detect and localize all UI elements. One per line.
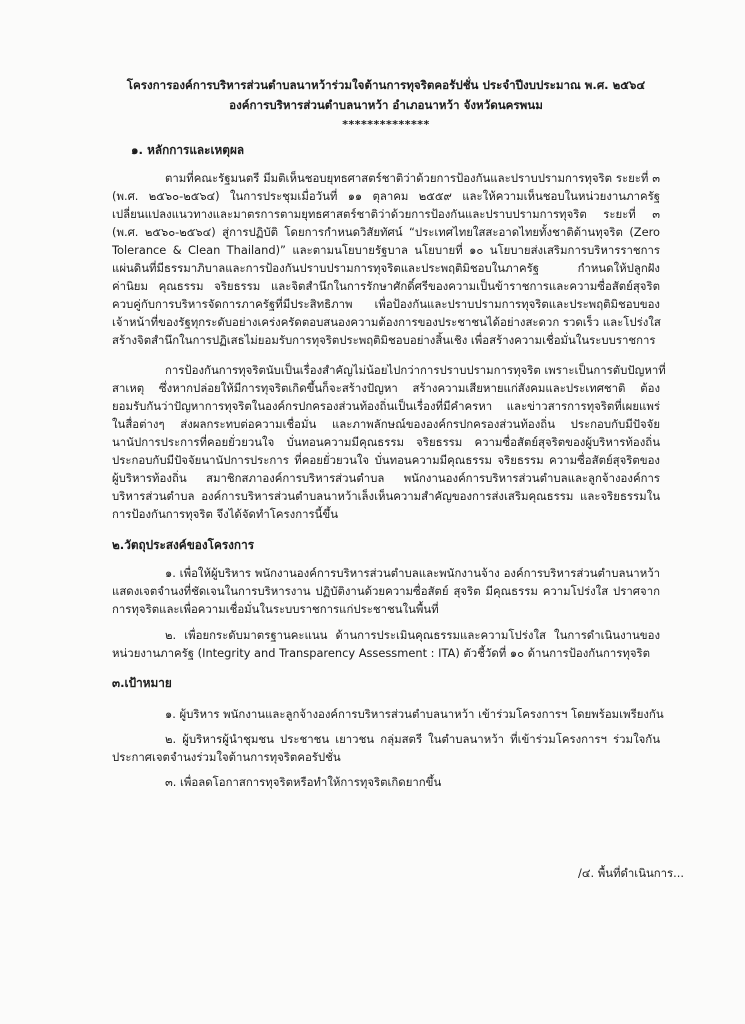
section1-paragraph2-line: ในสื่อต่างๆ ส่งผลกระทบต่อความเชื่อมั่น และภาพลักษณ์ขององค์กรปกครองส่วนท้องถิ่น ประกอบกับมีปัจจัย [112, 417, 660, 431]
section2-item1-line: แสดงเจตจำนงที่ชัดเจนในการบริหารงาน ปฏิบัติงานด้วยความซื่อสัตย์ สุจริต มีคุณธรรม ความโปร่งใส ปราศจาก [112, 584, 660, 598]
section2-item2-line: หน่วยงานภาครัฐ (Integrity and Transparency Assessment : ITA) ตัวชี้วัดที่ ๑๐ ด้านการป้องกันการทุจริต [112, 646, 651, 660]
section1-paragraph1-line: เจ้าหน้าที่ของรัฐทุกระดับอย่างเคร่งครัดตอบสนองความต้องการของประชาชนได้อย่างสะดวก รวดเร็ว และโปร่งใส [112, 315, 661, 329]
section1-paragraph2-line: ผู้บริหารท้องถิ่น สมาชิกสภาองค์การบริหารส่วนตำบล พนักงานองค์การบริหารส่วนตำบลและลูกจ้างองค์การ [112, 471, 660, 485]
section3-heading: ๓.เป้าหมาย [112, 676, 172, 690]
section2-heading: ๒.วัตถุประสงค์ของโครงการ [112, 538, 255, 552]
section1-heading: ๑. หลักการและเหตุผล [131, 143, 245, 157]
section1-paragraph2-line: การป้องกันการทุจริต จึงได้จัดทำโครงการนี้ขึ้น [112, 507, 338, 521]
section2-item1-line: การทุจริตและเพื่อความเชื่อมั่นในระบบราชการแก่ประชาชนในพื้นที่ [112, 602, 439, 616]
section1-paragraph1-line: (พ.ศ. ๒๕๖๐-๒๕๖๔) สู่การปฏิบัติ โดยการกำหนดวิสัยทัศน์ “ประเทศไทยใสสะอาดไทยทั้งชาติต้านทุจริต (Zero [112, 225, 660, 239]
section1-paragraph1-line: ค่านิยม คุณธรรม จริยธรรม และจิตสำนึกในการรักษาศักดิ์ศรีของความเป็นข้าราชการและความซื่อสัตย์สุจริต [112, 279, 660, 293]
section3-item1: ๑. ผู้บริหาร พนักงานและลูกจ้างองค์การบริหารส่วนตำบลนาหว้า เข้าร่วมโครงการฯ โดยพร้อมเพรียงกัน [165, 707, 664, 721]
document-title-line1: โครงการองค์การบริหารส่วนตำบลนาหว้าร่วมใจต้านการทุจริตคอรัปชั่น ประจำปีงบประมาณ พ.ศ. ๒๕๖๔ [126, 78, 646, 92]
section1-paragraph2-line: การป้องกันการทุจริตนับเป็นเรื่องสำคัญไม่น้อยไปกว่าการปราบปรามการทุจริต เพราะเป็นการตับปัญหาที่ [165, 363, 666, 377]
section1-paragraph2-line: นานัปการประการที่คอยยั่วยวนใจ บั่นทอนความมีคุณธรรม จริยธรรม ความซื่อสัตย์สุจริตของผู้บริหารท้องถิ่น [112, 435, 660, 449]
title-separator-stars: ************** [342, 118, 430, 131]
section1-paragraph2-line: ยอมรับกันว่าปัญหาการทุจริตในองค์กรปกครองส่วนท้องถิ่นเป็นเรื่องที่มีคำครหา และข่าวสารการทุจริตที่เผยแพร่ [112, 399, 660, 413]
section3-item2-line: ประกาศเจตจำนงร่วมใจต้านการทุจริตคอรัปชั่น [112, 750, 341, 764]
section3-item3: ๓. เพื่อลดโอกาสการทุจริตหรือทำให้การทุจริตเกิดยากขึ้น [165, 775, 442, 789]
section1-paragraph1-line: Tolerance & Clean Thailand)” และตามนโยบายรัฐบาล นโยบายที่ ๑๐ นโยบายส่งเสริมการบริหารราชการ [112, 243, 660, 257]
section1-paragraph1-line: ตามที่คณะรัฐมนตรี มีมติเห็นชอบยุทธศาสตร์ชาติว่าด้วยการป้องกันและปราบปรามการทุจริต ระยะที่ ๓ [165, 171, 660, 185]
section1-paragraph1-line: แผ่นดินที่มีธรรมาภิบาลและการป้องกันปราบปรามการทุจริตและประพฤติมิชอบในภาครัฐ กำหนดให้ปลูกฝัง [112, 261, 660, 275]
section2-item2-line: ๒. เพื่อยกระดับมาตรฐานคะแนน ด้านการประเมินคุณธรรมและความโปร่งใส ในการดำเนินงานของ [165, 628, 660, 642]
section3-item2-line: ๒. ผู้บริหารผู้นำชุมชน ประชาชน เยาวชน กลุ่มสตรี ในตำบลนาหว้า ที่เข้าร่วมโครงการฯ ร่วมใจกัน [165, 732, 660, 746]
section1-paragraph2-line: บริหารส่วนตำบล องค์การบริหารส่วนตำบลนาหว้าเล็งเห็นความสำคัญของการส่งเสริมคุณธรรม และจริยธรรมใน [112, 489, 660, 503]
section1-paragraph1-line: เปลี่ยนแปลงแนวทางและมาตรการตามยุทธศาสตร์ชาติว่าด้วยการป้องกันและปราบปรามการทุจริต ระยะที่ ๓ [112, 207, 660, 221]
section1-paragraph2-line: ประกอบกับมีปัจจัยนานัปการประการ ที่คอยยั่วยวนใจ บั่นทอนความมีคุณธรรม จริยธรรม ความซื่อสัตย์สุจริตของ [112, 453, 660, 467]
section1-paragraph2-line: สาเหตุ ซึ่งหากปล่อยให้มีการทุจริตเกิดขึ้นก็จะสร้างปัญหา สร้างความเสียหายแก่สังคมและประเทศชาติ ต้อง [112, 381, 660, 395]
section1-paragraph1-line: (พ.ศ. ๒๕๖๐-๒๕๖๔) ในการประชุมเมื่อวันที่ ๑๑ ตุลาคม ๒๕๕๙ และให้ความเห็นชอบในหน่วยงานภาครัฐ [112, 189, 660, 203]
section2-item1-line: ๑. เพื่อให้ผู้บริหาร พนักงานองค์การบริหารส่วนตำบลและพนักงานจ้าง องค์การบริหารส่วนตำบลนาหว้า [165, 566, 660, 580]
page-continuation-note: /๔. พื้นที่ดำเนินการ... [578, 866, 685, 880]
document-title-line2: องค์การบริหารส่วนตำบลนาหว้า อำเภอนาหว้า จังหวัดนครพนม [229, 98, 543, 112]
section1-paragraph1-line: ควบคู่กับการบริหารจัดการภาครัฐที่มีประสิทธิภาพ เพื่อป้องกันและปราบปรามการทุจริตและประพฤติมิชอบของ [112, 297, 660, 311]
section1-paragraph1-line: สร้างจิตสำนึกในการปฏิเสธไม่ยอมรับการทุจริตประพฤติมิชอบอย่างสิ้นเชิง เพื่อสร้างความเชื่อมั่นในระบบราชการ [112, 333, 656, 347]
